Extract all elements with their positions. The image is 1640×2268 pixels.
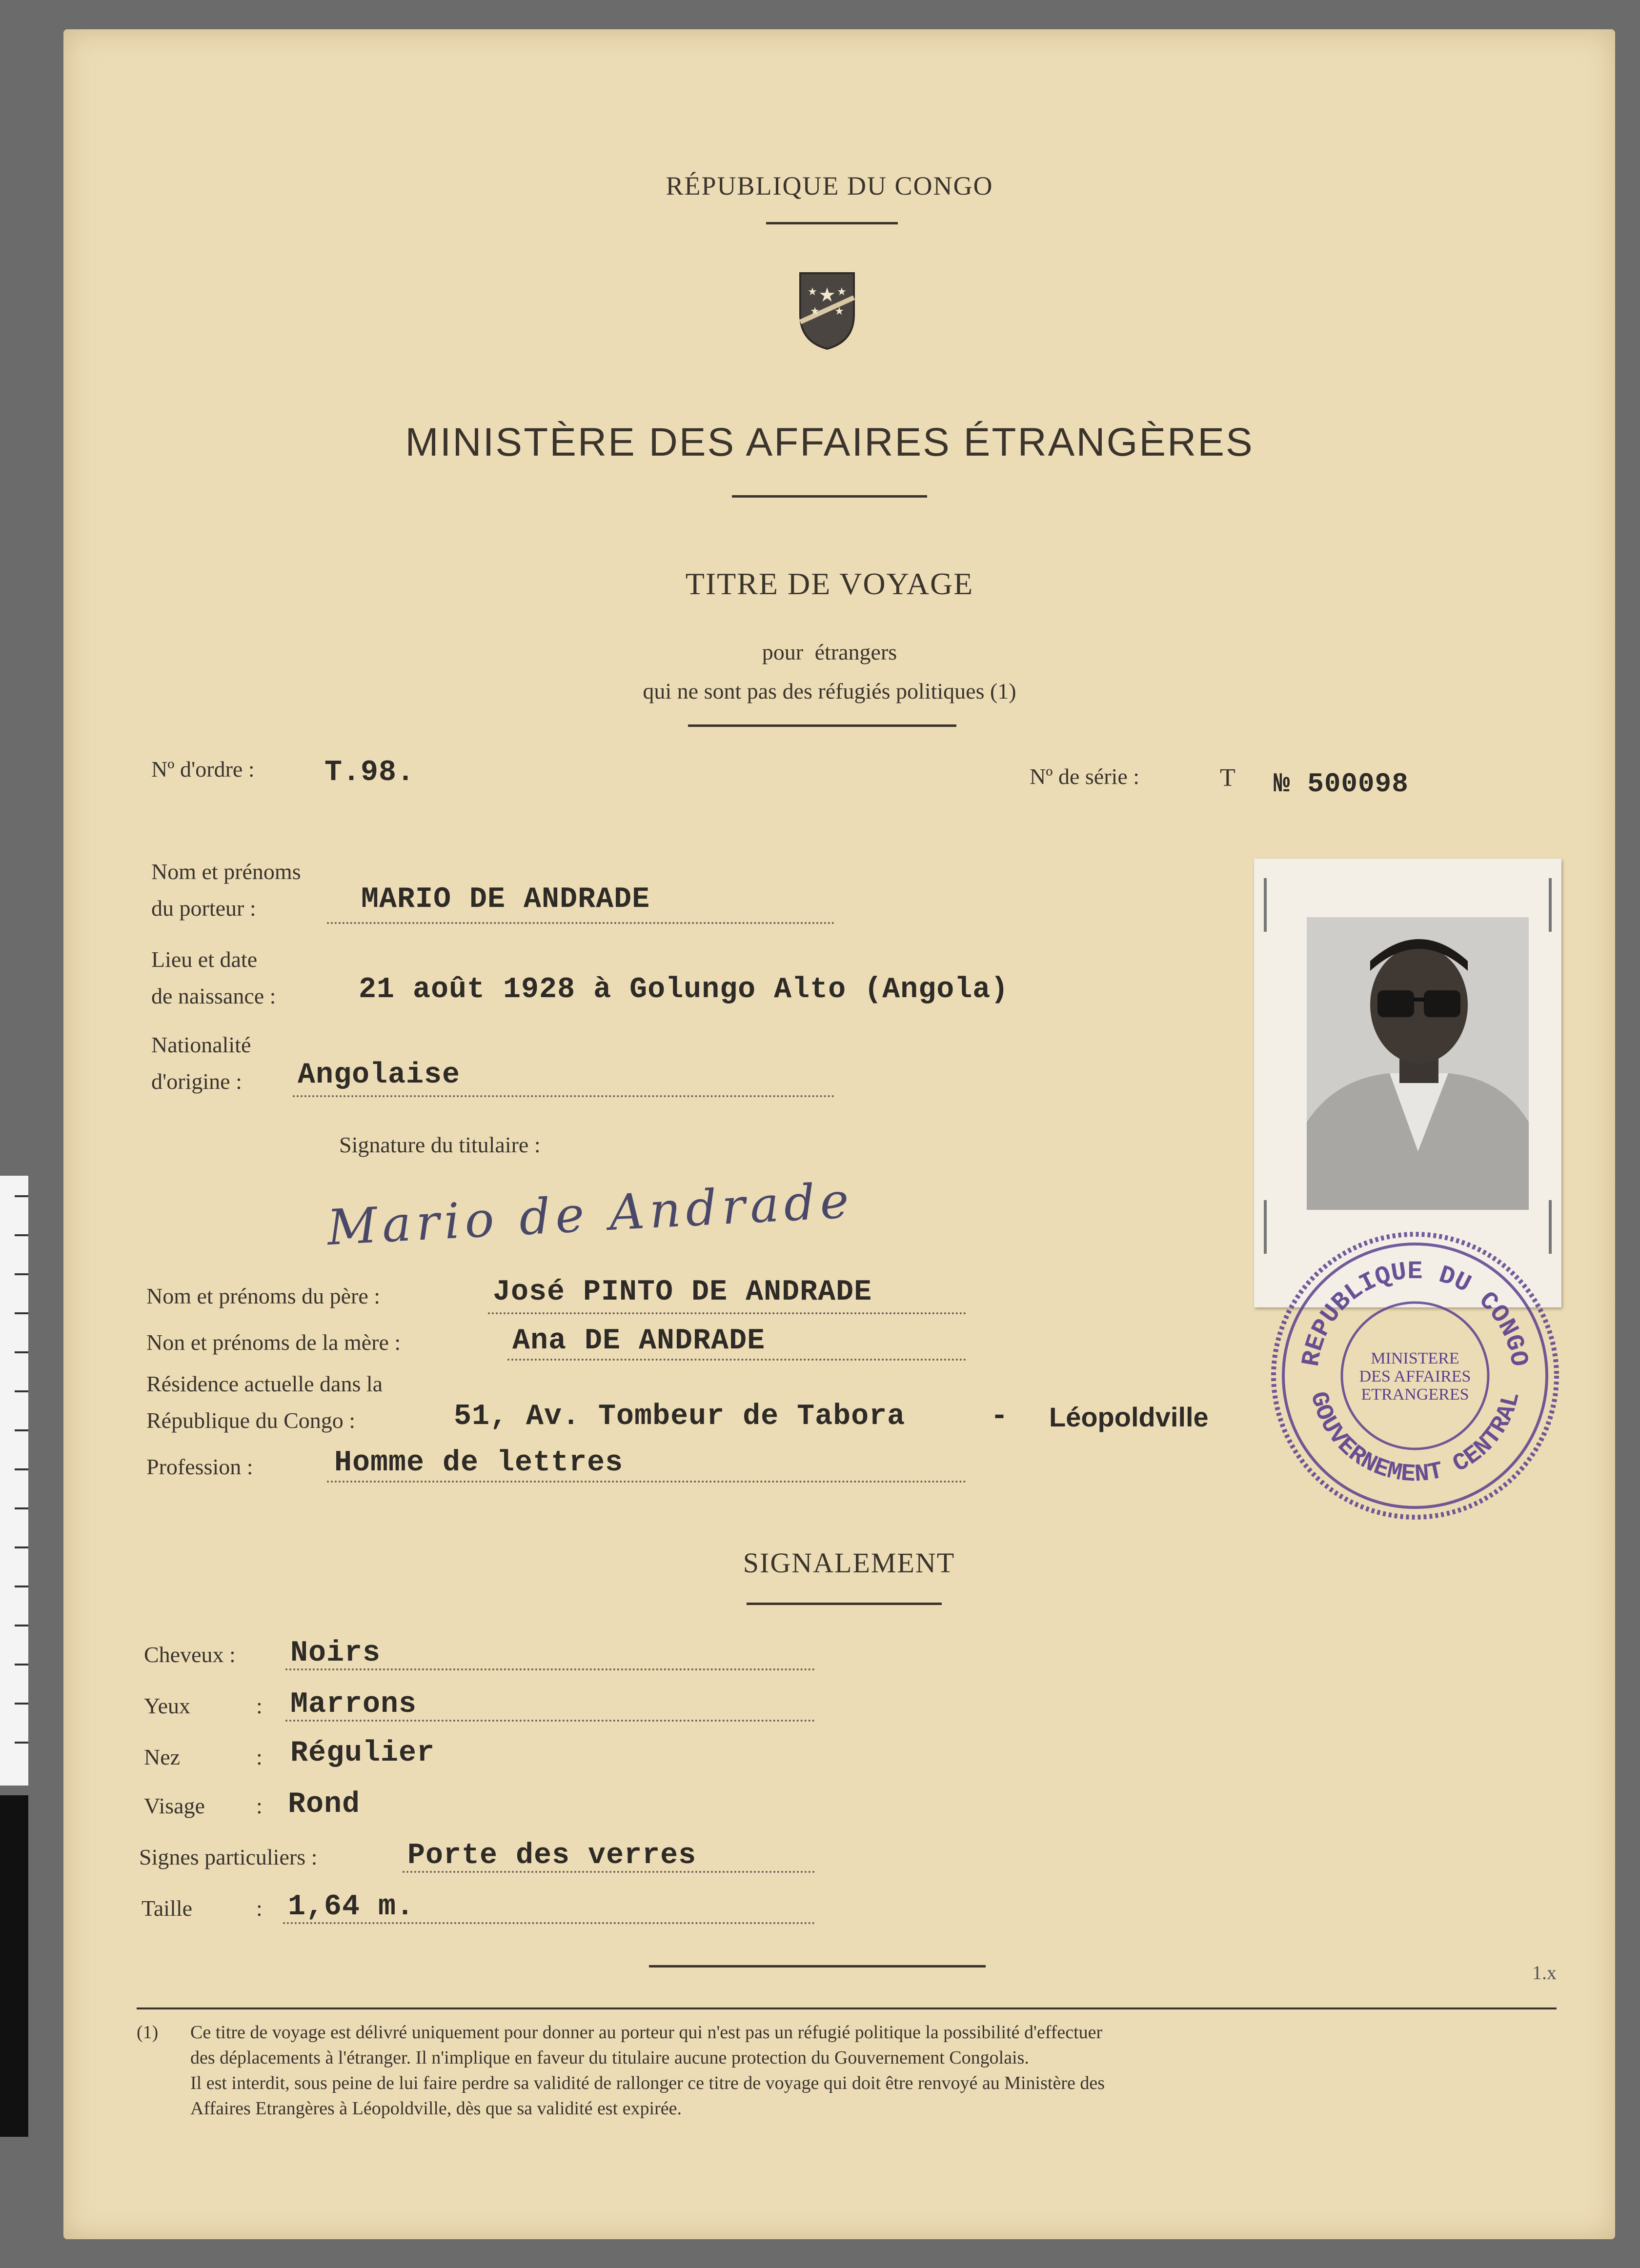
ministry-official-stamp [1264,1224,1566,1527]
hair-value: Noirs [290,1637,381,1670]
document-subtitle-2: qui ne sont pas des réfugiés politiques (1) [643,679,1016,703]
eyes-colon: : [256,1693,263,1718]
holder-name-label-1: Nom et prénoms [151,859,301,884]
residence-dash: - [991,1400,1009,1433]
ministry-heading: MINISTÈRE DES AFFAIRES ÉTRANGÈRES [405,420,1254,464]
dotted-line [403,1871,815,1873]
dotted-line [285,1720,815,1722]
svg-text:★: ★ [810,305,820,317]
divider [766,222,898,224]
father-name-value: José PINTO DE ANDRADE [493,1276,872,1309]
republic-heading: RÉPUBLIQUE DU CONGO [666,171,993,201]
birth-value: 21 août 1928 à Golungo Alto (Angola) [359,973,1009,1006]
footnote-divider [137,2007,1557,2009]
eyes-label: Yeux [144,1693,191,1718]
divider [649,1965,986,1967]
dotted-line [285,1668,815,1670]
order-number-value: T.98. [324,756,415,789]
svg-text:★: ★ [818,284,836,306]
nationality-value: Angolaise [298,1059,461,1092]
nationality-label-1: Nationalité [151,1032,251,1057]
profession-value: Homme de lettres [334,1446,624,1480]
stamp-center-line-1: MINISTERE [1371,1349,1459,1367]
eyes-value: Marrons [290,1688,417,1721]
dotted-line [507,1359,966,1361]
document-title: TITRE DE VOYAGE [685,566,974,601]
signature-label: Signature du titulaire : [339,1132,541,1157]
footnote-line-3: Il est interdit, sous peine de lui faire perdre sa validité de rallonger ce titre de voyage qui doit être renvoyé au Ministère des [190,2073,1105,2093]
serial-number-label: Nº de série : [1030,764,1140,789]
svg-text:★: ★ [808,285,817,298]
nose-label: Nez [144,1745,181,1769]
divider [747,1603,942,1605]
nationality-label-2: d'origine : [151,1069,242,1094]
height-colon: : [256,1896,263,1921]
footnote-marker: (1) [137,2022,159,2043]
dotted-line [327,922,834,924]
holder-portrait-photo [1307,917,1529,1210]
serial-number-value: № 500098 [1274,768,1409,800]
distinguishing-marks-label: Signes particuliers : [139,1845,318,1869]
staple [1264,878,1267,932]
order-number-label: Nº d'ordre : [151,757,255,782]
distinguishing-marks-value: Porte des verres [407,1839,697,1872]
measurement-ruler [0,1176,28,1786]
height-value: 1,64 m. [288,1890,415,1924]
holder-signature: Mario de Andrade [325,1171,855,1257]
divider [732,495,927,498]
dotted-line [327,1481,966,1483]
svg-text:★: ★ [837,285,847,298]
nose-colon: : [256,1745,263,1769]
dotted-line [283,1922,815,1924]
residence-city: Léopoldville [1049,1402,1209,1432]
stamp-bottom-text: GOUVERNEMENT CENTRAL [1304,1389,1526,1489]
face-label: Visage [144,1793,205,1818]
staple [1549,878,1552,932]
serial-prefix: T [1220,764,1235,792]
residence-label-2: République du Congo : [146,1408,356,1433]
divider [688,724,956,727]
color-reference-strip [0,1795,28,2137]
profession-label: Profession : [146,1454,253,1479]
father-name-label: Nom et prénoms du père : [146,1284,381,1308]
nose-value: Régulier [290,1737,435,1770]
margin-pencil-note: 1.x [1532,1962,1557,1984]
height-label: Taille [142,1896,193,1921]
birth-label-2: de naissance : [151,983,276,1008]
holder-name-label-2: du porteur : [151,896,256,921]
residence-label-1: Résidence actuelle dans la [146,1371,383,1396]
stamp-top-text: REPUBLIQUE DU CONGO [1296,1257,1534,1369]
face-value: Rond [288,1788,361,1821]
dotted-line [488,1312,966,1314]
footnote-line-2: des déplacements à l'étranger. Il n'implique en faveur du titulaire aucune protection du Gouvernement Congolais. [190,2047,1029,2068]
hair-label: Cheveux : [144,1642,236,1667]
svg-text:★: ★ [834,305,844,317]
description-heading: SIGNALEMENT [743,1547,955,1579]
document-subtitle-1: pour étrangers [762,640,897,664]
stamp-center-line-2: DES AFFAIRES [1359,1367,1471,1385]
travel-document [63,29,1615,2239]
mother-name-value: Ana DE ANDRADE [512,1325,766,1358]
mother-name-label: Non et prénoms de la mère : [146,1330,401,1355]
birth-label-1: Lieu et date [151,947,258,972]
residence-value: 51, Av. Tombeur de Tabora [454,1400,906,1433]
svg-text:GOUVERNEMENT CENTRAL [1304,1389,1526,1488]
stamp-center-line-3: ETRANGERES [1361,1385,1469,1404]
holder-name-value: MARIO DE ANDRADE [361,883,650,916]
face-colon: : [256,1793,263,1818]
dotted-line [293,1095,834,1097]
footnote-line-1: Ce titre de voyage est délivré uniquement pour donner au porteur qui n'est pas un réfugié politique la possibilité d'effectuer [190,2022,1103,2043]
coat-of-arms-emblem [795,268,859,351]
footnote-line-4: Affaires Etrangères à Léopoldville, dès que sa validité est expirée. [190,2098,682,2119]
